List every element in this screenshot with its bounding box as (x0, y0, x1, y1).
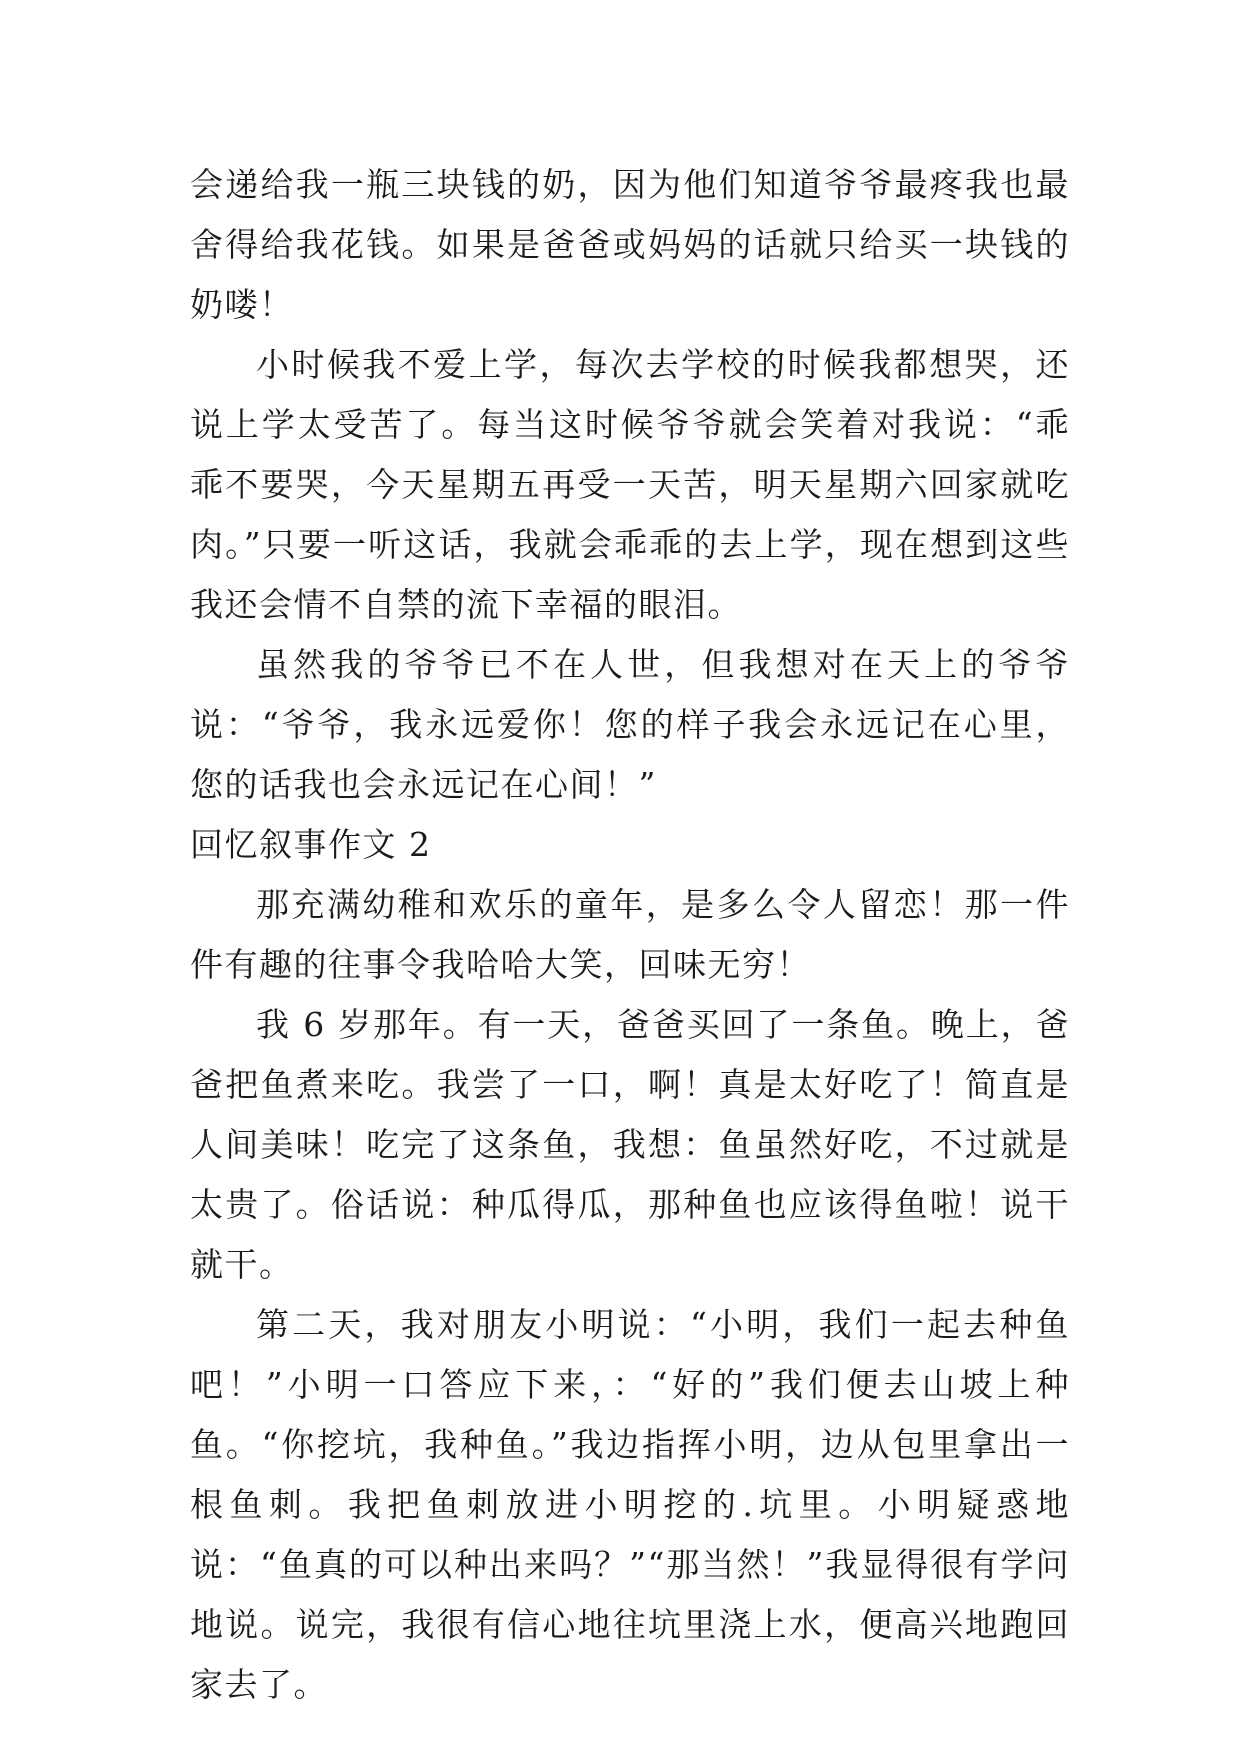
paragraph-childhood: 那充满幼稚和欢乐的童年，是多么令人留恋！那一件件有趣的往事令我哈哈大笑，回味无穷！ (190, 885, 1070, 984)
document-body (190, 155, 1070, 1715)
paragraph-school: 小时候我不爱上学，每次去学校的时候我都想哭，还说上学太受苦了。每当这时候爷爷就会笑着对我说：“乖乖不要哭，今天星期五再受一天苦，明天星期六回家就吃肉。”只要一听这话，我就会乖乖的去上学，现在想到这些我还会情不自禁的流下幸福的眼泪。 (190, 345, 1070, 624)
paragraph-planting-fish: 第二天，我对朋友小明说：“小明，我们一起去种鱼吧！”小明一口答应下来，：“好的”我们便去山坡上种鱼。“你挖坑，我种鱼。”我边指挥小明，边从包里拿出一根鱼刺。我把鱼刺放进小明挖的.坑里。小明疑惑地说：“鱼真的可以种出来吗？”“那当然！”我显得很有学问地说。说完，我很有信心地往坑里浇上水，便高兴地跑回家去了。 (190, 1305, 1070, 1704)
section-heading: 回忆叙事作文 2 (190, 825, 432, 864)
paragraph-milk: 会递给我一瓶三块钱的奶，因为他们知道爷爷最疼我也最舍得给我花钱。如果是爸爸或妈妈的话就只给买一块钱的奶喽！ (190, 165, 1070, 324)
paragraph-grandpa-message: 虽然我的爷爷已不在人世，但我想对在天上的爷爷说：“爷爷，我永远爱你！您的样子我会永远记在心里，您的话我也会永远记在心间！” (190, 645, 1070, 804)
paragraph-fish-dinner: 我 6 岁那年。有一天，爸爸买回了一条鱼。晚上，爸爸把鱼煮来吃。我尝了一口，啊！真是太好吃了！简直是人间美味！吃完了这条鱼，我想：鱼虽然好吃，不过就是太贵了。俗话说：种瓜得瓜，那种鱼也应该得鱼啦！说干就干。 (190, 1005, 1070, 1284)
